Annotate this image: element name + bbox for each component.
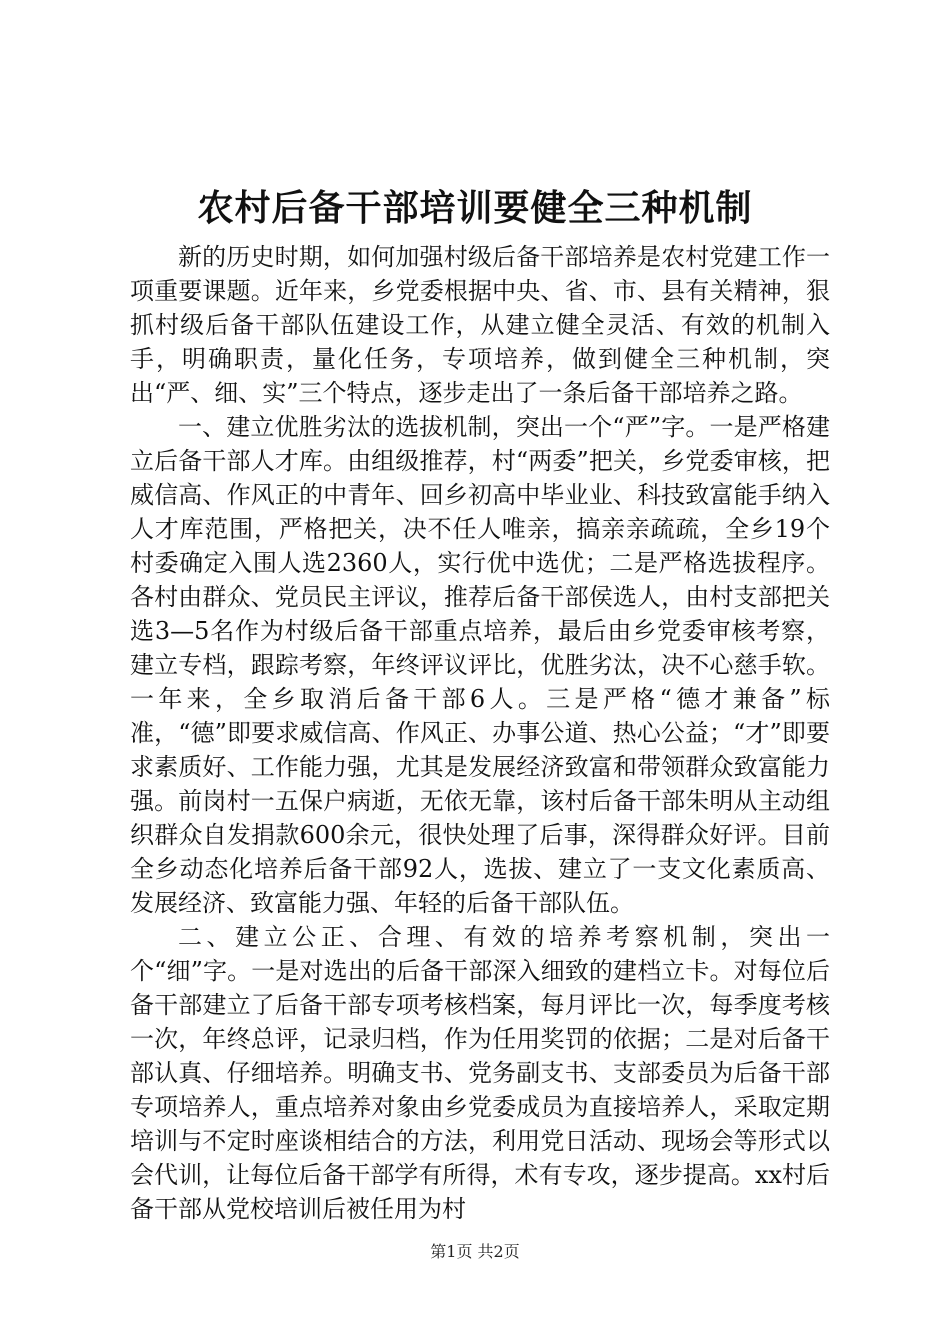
document-body	[130, 240, 830, 1226]
paragraph-section-one: 一、建立优胜劣汰的选拔机制，突出一个“严”字。一是严格建立后备干部人才库。由组级推荐，村“两委”把关，乡党委审核，把威信高、作风正的中青年、回乡初高中毕业业、科技致富能手纳入人才库范围，严格把关，决不任人唯亲，搞亲亲疏疏，全乡19个村委确定入围人选2360人，实行优中选优；二是严格选拔程序。各村由群众、党员民主评议，推荐后备干部侯选人，由村支部把关选3—5名作为村级后备干部重点培养，最后由乡党委审核考察，建立专档，跟踪考察，年终评议评比，优胜劣汰，决不心慈手软。一年来，全乡取消后备干部6人。三是严格“德才兼备”标准，“德”即要求威信高、作风正、办事公道、热心公益；“才”即要求素质好、工作能力强，尤其是发展经济致富和带领群众致富能力强。前岗村一五保户病逝，无依无靠，该村后备干部朱明从主动组织群众自发捐款600余元，很快处理了后事，深得群众好评。目前全乡动态化培养后备干部92人，选拔、建立了一支文化素质高、发展经济、致富能力强、年轻的后备干部队伍。	[130, 413, 830, 917]
document-title: 农村后备干部培训要健全三种机制	[197, 187, 753, 229]
paragraph-section-two: 二、建立公正、合理、有效的培养考察机制，突出一个“细”字。一是对选出的后备干部深入细致的建档立卡。对每位后备干部建立了后备干部专项考核档案，每月评比一次，每季度考核一次，年终总评，记录归档，作为任用奖罚的依据；二是对后备干部认真、仔细培养。明确支书、党务副支书、支部委员为后备干部专项培养人，重点培养对象由乡党委成员为直接培养人，采取定期培训与不定时座谈相结合的方法，利用党日活动、现场会等形式以会代训，让每位后备干部学有所得，术有专攻，逐步提高。xx村后备干部从党校培训后被任用为村	[130, 923, 830, 1223]
page-footer: 第1页 共2页	[430, 1242, 520, 1261]
paragraph-intro: 新的历史时期，如何加强村级后备干部培养是农村党建工作一项重要课题。近年来，乡党委根据中央、省、市、县有关精神，狠抓村级后备干部队伍建设工作，从建立健全灵活、有效的机制入手，明确职责，量化任务，专项培养，做到健全三种机制，突出“严、细、实”三个特点，逐步走出了一条后备干部培养之路。	[130, 243, 830, 407]
